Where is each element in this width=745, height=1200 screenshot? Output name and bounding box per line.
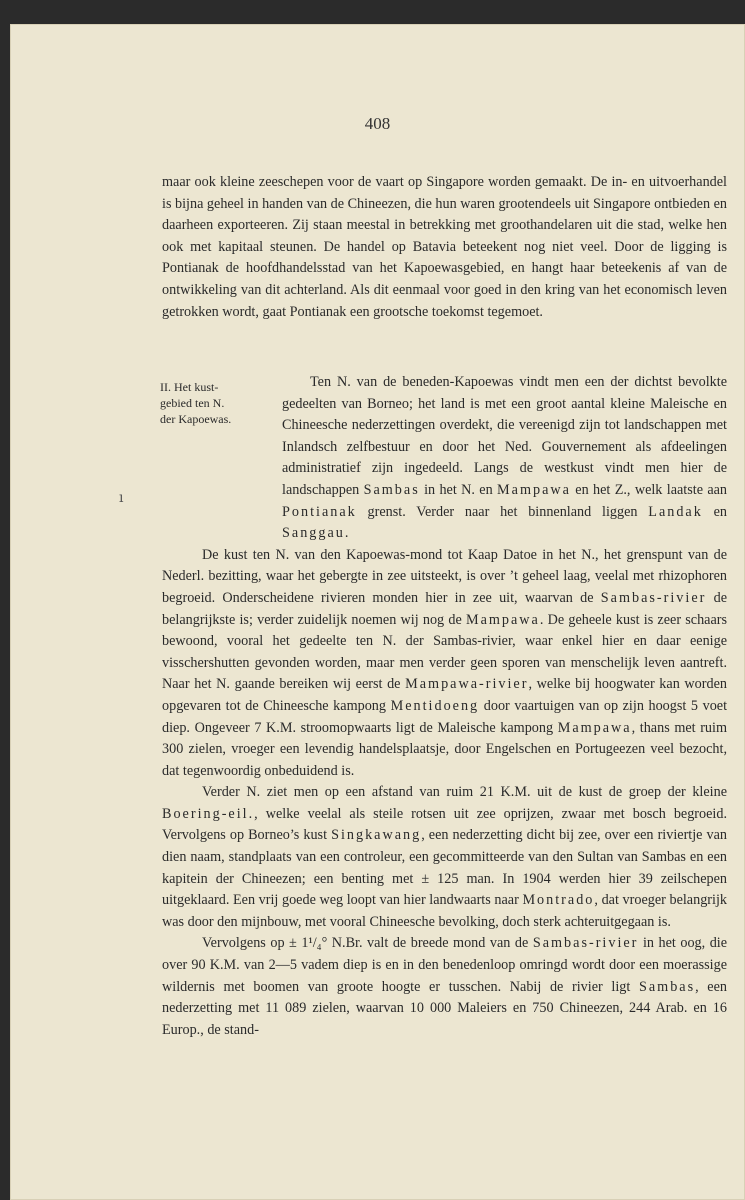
p2-part5: en — [713, 503, 728, 520]
p4-part2: , welke veelal als steile rotsen uit zee oprijzen, zwaar met bosch begroeid. Vervolgens op Borneo’s kust — [162, 805, 727, 844]
page-number: 408 — [364, 114, 391, 133]
p3-sambas-rivier: Sambas-rivier — [600, 589, 707, 606]
p5-part3: , een nederzetting met 11 089 zielen, waarvan 10 000 Maleiers en 750 Chineezen, 244 Arab. en 16 Europ., de stand- — [162, 978, 727, 1038]
p4-singkawang: Singkawang — [331, 827, 422, 844]
p3-mampawa-2: Mampawa — [557, 719, 632, 736]
p4-part4: , dat vroeger belangrijk was door den mijnbouw, met vooral Chineesche bevolking, doch sterk achteruitgegaan is. — [162, 892, 727, 930]
p4-part3: , een nederzetting dicht bij zee, over een riviertje van dien naam, standplaats van een controleur, een gecommitteerde van den Sultan van Sambas en een kapitein der Chineezen; een benting met ± 125 man. In 1904 werden hier 39 zeilschepen uitgeklaard. Een vrij goede weg loopt van hier landwaarts naar — [162, 827, 727, 909]
p2-part1: Ten N. van de beneden-Kapoewas vindt men een der dichtst bevolkte gedeelten van Borneo; het land is met een groot aantal kleine Maleische en Chineesche nederzettingen overdekt, die vereenigd zijn tot landschappen met Inlandsch zelfbestuur en door het Ned. Gouvernement als afdeelingen administratief zijn ingedeeld. Langs de westkust vindt men hier de landschappen — [282, 374, 727, 498]
p5-sambas-rivier: Sambas-rivier — [532, 935, 639, 952]
p5-part2: in het oog, die over 90 K.M. van 2—5 vadem diep is en in den benedenloop omringd wordt door een moerassige wildernis met boomen van groote hoogte er tusschen. Nabij de rivier ligt — [162, 935, 728, 995]
p2-part4: grenst. Verder naar het binnenland liggen — [367, 503, 638, 520]
margin-stray-mark: ı — [119, 490, 124, 506]
paragraph-1 — [162, 172, 727, 323]
margin-heading-line-2: gebied ten N. — [160, 396, 225, 410]
p3-mampawa-rivier: Mampawa-rivier — [405, 676, 529, 693]
p2-sanggau: Sanggau — [282, 525, 345, 542]
p2-sambas: Sambas — [363, 481, 420, 498]
p2-landak: Landak — [648, 503, 703, 520]
book-page — [10, 24, 745, 1200]
p4-boering: Boering-eil. — [162, 805, 255, 822]
p3-part1: De kust ten N. van den Kapoewas-mond tot Kaap Datoe in het N., het grenspunt van de Nederl. bezitting, waar het gebergte in zee uitsteekt, is over ’t geheel laag, veelal met rhizophoren begroeid. Onderscheidene rivieren monden hier in zee uit, waarvan de — [162, 546, 727, 606]
p5-sambas: Sambas — [638, 978, 696, 995]
p3-part6: , thans met ruim 300 zielen, vroeger een levendig handelsplaatsje, door Engelschen en Portugeezen veel bezocht, dat tegenwoordig onbeduidend is. — [162, 719, 728, 779]
p4-part1: Verder N. ziet men op een afstand van ruim 21 K.M. uit de kust de groep der kleine — [202, 784, 727, 801]
p2-pontianak: Pontianak — [282, 503, 357, 520]
p4-montrado: Montrado — [522, 892, 595, 909]
paragraph-4 — [162, 782, 727, 933]
p5-part1: Vervolgens op ± 1¹/₄° N.Br. valt de breede mond van de — [202, 935, 529, 952]
p2-part2: in het N. en — [424, 481, 493, 498]
p2-part6: . — [344, 525, 349, 542]
p3-part4: , welke bij hoogwater kan worden opgevaren tot de Chineesche kampong — [162, 676, 727, 714]
paragraph-1-text: maar ook kleine zeeschepen voor de vaart op Singapore worden gemaakt. De in- en uitvoerhandel is bijna geheel in handen van de Chineezen, die hun waren grootendeels uit Singapore ontbieden en daarheen exporteeren. Zij staan meestal in betrekking met groothandelaren uit die stad, welke hen ook met kapitaal steunen. De handel op Batavia beteekent nog niet veel. Door de ligging is Pontianak de hoofdhandelsstad van het Kapoewasgebied, en hangt haar beteekenis af van de ontwikkeling van dit achterland. Als dit eenmaal voor goed in den kring van het economisch leven getrokken wordt, gaat Pontianak een grootsche toekomst tegemoet. — [162, 174, 727, 320]
p3-part3: . De geheele kust is zeer schaars bewoond, vooral het gedeelte ten N. der Sambas-rivier, waar enkel hier en daar eenige visschershutten gevonden worden, maar men verder geen sporen van menschelijk leven aantreft. Naar het N. gaande bereiken wij eerst de — [162, 611, 728, 693]
p3-part5: door vaartuigen van op zijn hoogst 5 voet diep. Ongeveer 7 K.M. stroomopwaarts ligt de Maleische kampong — [162, 697, 728, 736]
p2-part3: en het Z., welk laatste aan — [575, 481, 728, 498]
paragraph-5 — [162, 933, 727, 1041]
margin-heading-line-1: II. Het kust- — [160, 380, 219, 394]
p3-mentidoeng: Mentidoeng — [390, 697, 480, 714]
margin-heading-line-3: der Kapoewas. — [160, 412, 232, 426]
paragraph-2 — [162, 372, 727, 545]
p2-mampawa: Mampawa — [497, 481, 571, 498]
section-body — [162, 372, 727, 1041]
paragraph-3 — [162, 545, 727, 783]
p3-part2: de belangrijkste is; verder zuidelijk noemen wij nog de — [162, 589, 728, 628]
p3-mampawa: Mampawa — [465, 611, 540, 628]
